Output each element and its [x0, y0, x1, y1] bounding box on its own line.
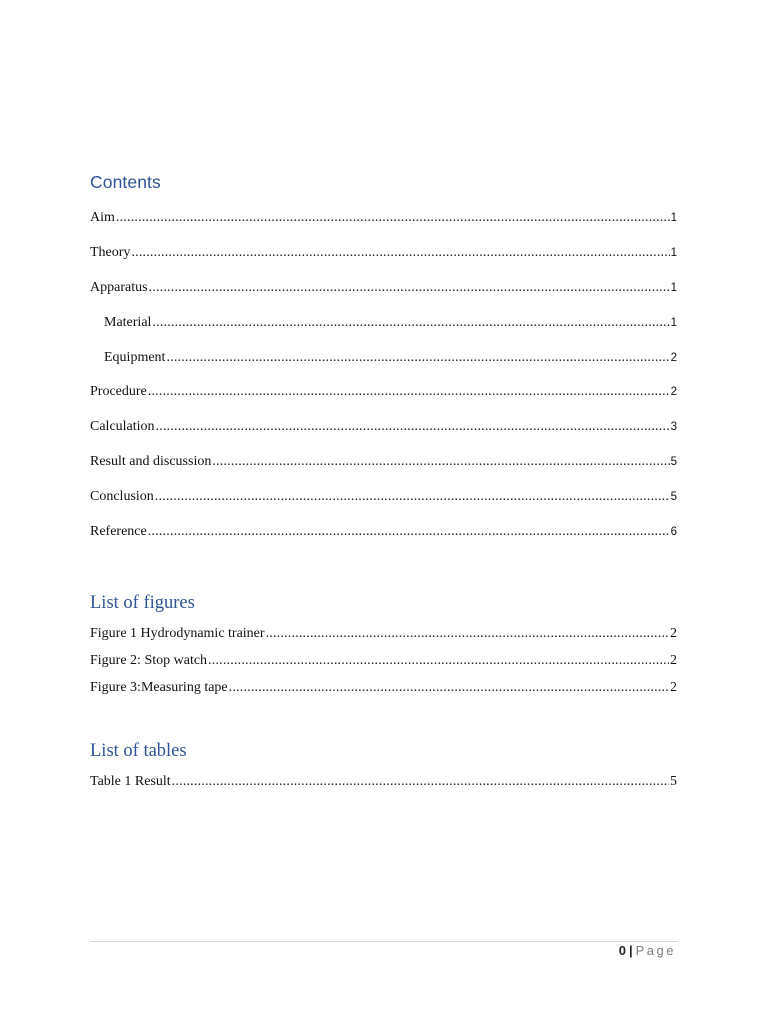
toc-leader-dots	[172, 773, 669, 791]
toc-entry-material[interactable]	[104, 314, 677, 332]
toc-entry-page: 2	[670, 386, 677, 398]
toc-entry-title: Theory	[90, 245, 131, 260]
page-separator: |	[628, 943, 633, 958]
toc-entry-conclusion[interactable]	[90, 488, 677, 506]
toc-entry-title: Equipment	[104, 350, 166, 365]
toc-entry-title: Aim	[90, 210, 115, 225]
toc-entry-reference[interactable]	[90, 523, 677, 541]
footer-divider	[90, 941, 678, 942]
list-of-figures-heading: List of figures	[90, 593, 195, 613]
toc-entry-title: Result and discussion	[90, 454, 212, 469]
toc-leader-dots	[229, 679, 669, 697]
page-word: Page	[635, 943, 676, 958]
toc-entry-title: Procedure	[90, 384, 147, 399]
toc-entry-title: Reference	[90, 524, 147, 539]
table-entry-page: 5	[670, 774, 677, 789]
figure-entry-title: Figure 2: Stop watch	[90, 653, 208, 668]
figure-entry-page: 2	[670, 626, 677, 641]
toc-leader-dots	[155, 488, 670, 506]
toc-entry-page: 1	[670, 317, 677, 329]
figure-entry-measuring-tape[interactable]	[90, 679, 677, 697]
table-entry-result[interactable]	[90, 773, 677, 791]
toc-entry-page: 2	[670, 352, 677, 364]
toc-leader-dots	[156, 418, 670, 436]
figure-entry-title: Figure 1 Hydrodynamic trainer	[90, 626, 265, 641]
toc-entry-equipment[interactable]	[104, 349, 677, 367]
figure-entry-stop-watch[interactable]	[90, 652, 677, 670]
toc-entry-page: 1	[670, 282, 677, 294]
toc-leader-dots	[152, 314, 669, 332]
toc-entry-theory[interactable]	[90, 244, 677, 262]
contents-heading: Contents	[90, 172, 161, 192]
toc-entry-result-and-discussion[interactable]	[90, 453, 677, 471]
figure-entry-page: 2	[670, 653, 677, 668]
toc-entry-title: Conclusion	[90, 489, 154, 504]
toc-leader-dots	[208, 652, 669, 670]
figure-entry-hydrodynamic-trainer[interactable]	[90, 625, 677, 643]
toc-entry-page: 3	[670, 421, 677, 433]
toc-leader-dots	[148, 523, 670, 541]
toc-entry-procedure[interactable]	[90, 383, 677, 401]
toc-entry-aim[interactable]	[90, 209, 677, 227]
toc-leader-dots	[212, 453, 669, 471]
toc-entry-page: 1	[670, 212, 677, 224]
toc-entry-calculation[interactable]	[90, 418, 677, 436]
figure-entry-title: Figure 3:Measuring tape	[90, 680, 228, 695]
toc-entry-page: 6	[670, 526, 677, 538]
figure-entry-page: 2	[670, 680, 677, 695]
list-of-tables-heading: List of tables	[90, 741, 187, 761]
footer-page-number	[619, 943, 676, 958]
table-entry-title: Table 1 Result	[90, 774, 171, 789]
toc-entry-title: Apparatus	[90, 280, 148, 295]
toc-entry-page: 1	[670, 247, 677, 259]
toc-leader-dots	[131, 244, 669, 262]
page-number: 0	[618, 943, 626, 958]
toc-leader-dots	[148, 383, 670, 401]
toc-leader-dots	[166, 349, 669, 367]
toc-leader-dots	[149, 279, 670, 297]
toc-leader-dots	[116, 209, 670, 227]
toc-entry-apparatus[interactable]	[90, 279, 677, 297]
toc-entry-page: 5	[670, 491, 677, 503]
toc-leader-dots	[266, 625, 669, 643]
toc-entry-page: 5	[670, 456, 677, 468]
toc-entry-title: Calculation	[90, 419, 155, 434]
toc-entry-title: Material	[104, 315, 152, 330]
